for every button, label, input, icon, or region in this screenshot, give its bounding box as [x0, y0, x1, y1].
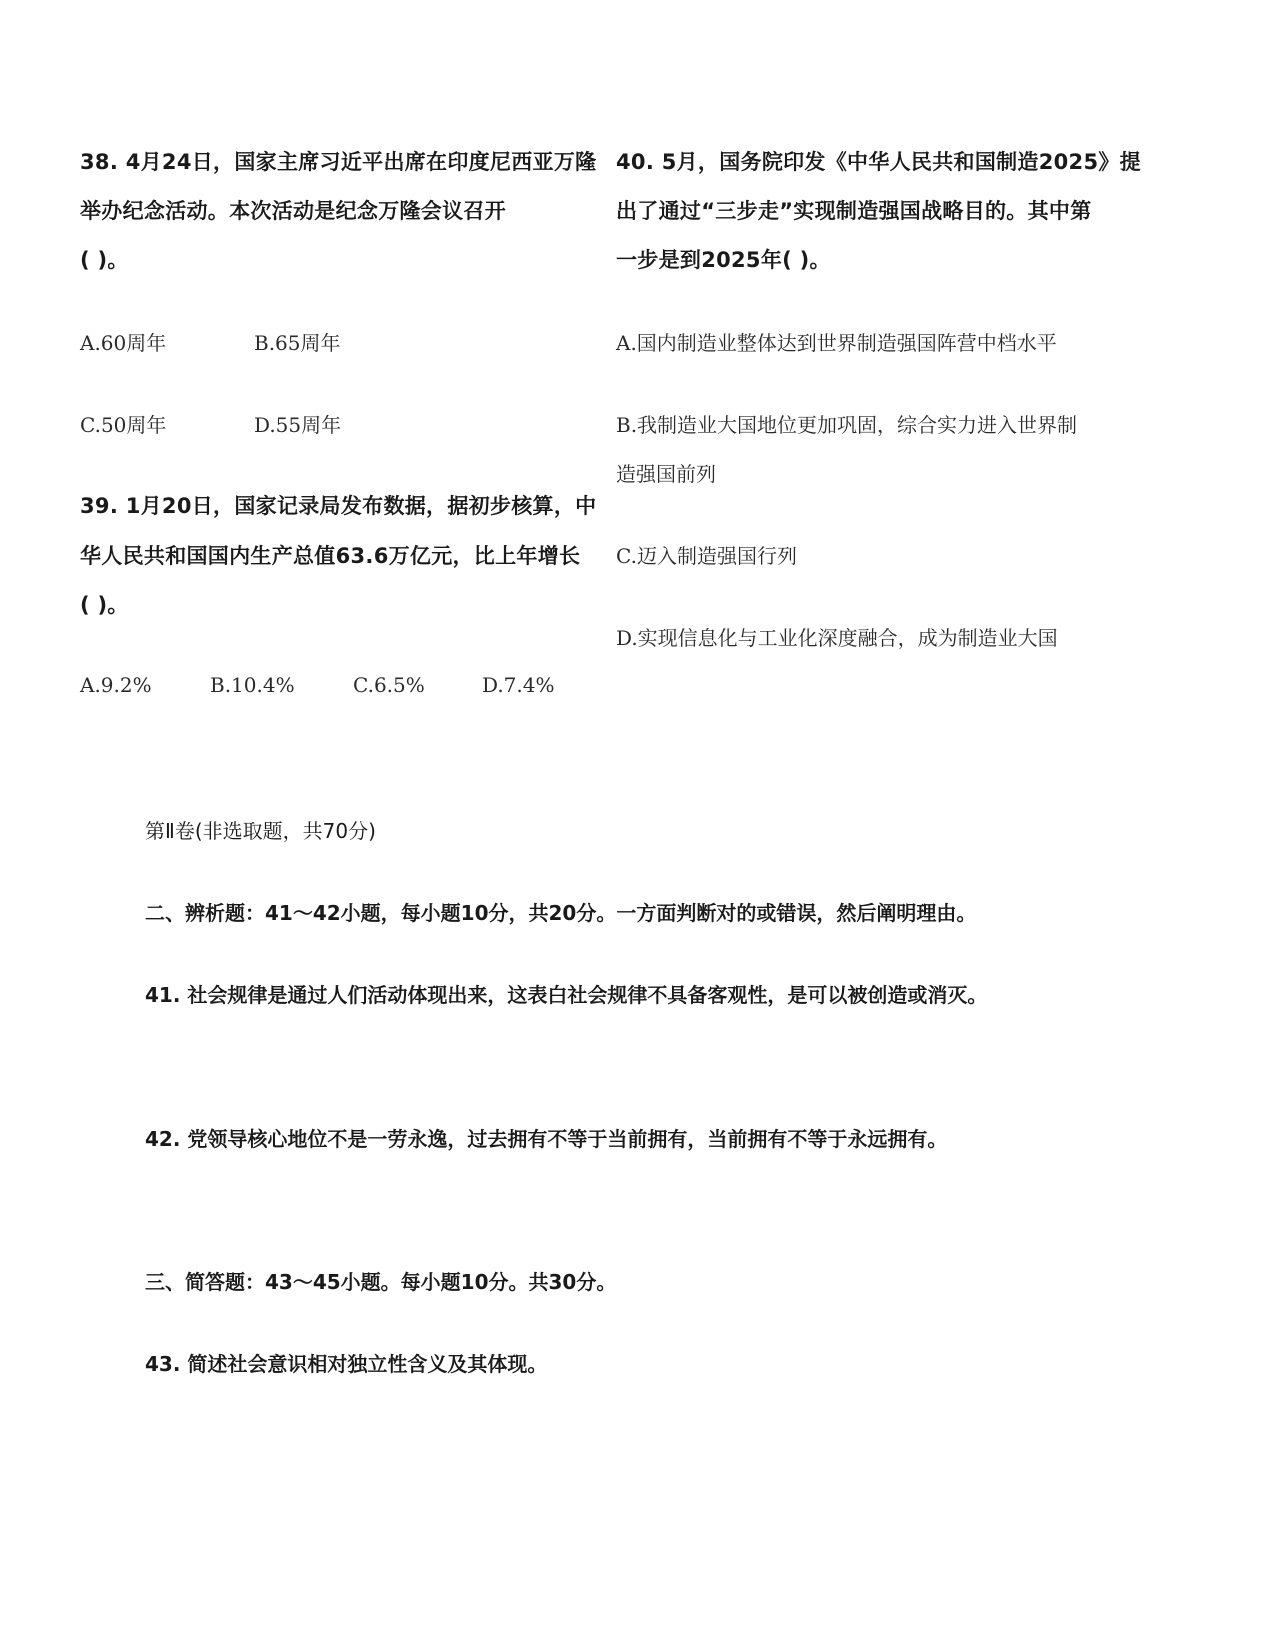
section-2-title: 第Ⅱ卷(非选取题，共70分): [145, 819, 376, 843]
question-39-option-a: A.9.2%: [80, 673, 152, 697]
question-39-line-2: 华人民共和国国内生产总值63.6万亿元，比上年增长: [80, 544, 581, 568]
question-38-option-b: B.65周年: [254, 331, 341, 355]
question-38-line-1: 38. 4月24日，国家主席习近平出席在印度尼西亚万隆: [80, 150, 597, 174]
question-41: 41. 社会规律是通过人们活动体现出来，这表白社会规律不具备客观性，是可以被创造或消灭。: [145, 983, 988, 1007]
question-42: 42. 党领导核心地位不是一劳永逸，过去拥有不等于当前拥有，当前拥有不等于永远拥有。: [145, 1127, 948, 1151]
question-40-option-b-line-1: B.我制造业大国地位更加巩固，综合实力进入世界制: [616, 413, 1078, 437]
question-40-option-b-line-2: 造强国前列: [616, 462, 716, 486]
question-39-line-1: 39. 1月20日，国家记录局发布数据，据初步核算，中: [80, 494, 597, 518]
part-3-heading: 三、简答题：43～45小题。每小题10分。共30分。: [145, 1270, 617, 1294]
question-38-line-2: 举办纪念活动。本次活动是纪念万隆会议召开: [80, 199, 506, 223]
question-39-option-d: D.7.4%: [482, 673, 555, 697]
question-38-option-d: D.55周年: [254, 413, 342, 437]
question-38-option-c: C.50周年: [80, 413, 167, 437]
question-39-option-b: B.10.4%: [210, 673, 295, 697]
question-40-option-c: C.迈入制造强国行列: [616, 544, 797, 568]
part-2-heading: 二、辨析题：41～42小题，每小题10分，共20分。一方面判断对的或错误，然后阐明理由。: [145, 901, 977, 925]
question-40-line-2: 出了通过“三步走”实现制造强国战略目的。其中第: [616, 199, 1092, 223]
question-40-line-3: 一步是到2025年( )。: [616, 248, 831, 272]
question-38-line-3: ( )。: [80, 248, 129, 272]
question-40-option-a: A.国内制造业整体达到世界制造强国阵营中档水平: [616, 331, 1057, 355]
question-40-line-1: 40. 5月，国务院印发《中华人民共和国制造2025》提: [616, 150, 1141, 174]
question-38-option-a: A.60周年: [80, 331, 167, 355]
question-39-line-3: ( )。: [80, 593, 129, 617]
question-43: 43. 简述社会意识相对独立性含义及其体现。: [145, 1352, 548, 1376]
question-39-option-c: C.6.5%: [353, 673, 425, 697]
question-40-option-d: D.实现信息化与工业化深度融合，成为制造业大国: [616, 626, 1058, 650]
